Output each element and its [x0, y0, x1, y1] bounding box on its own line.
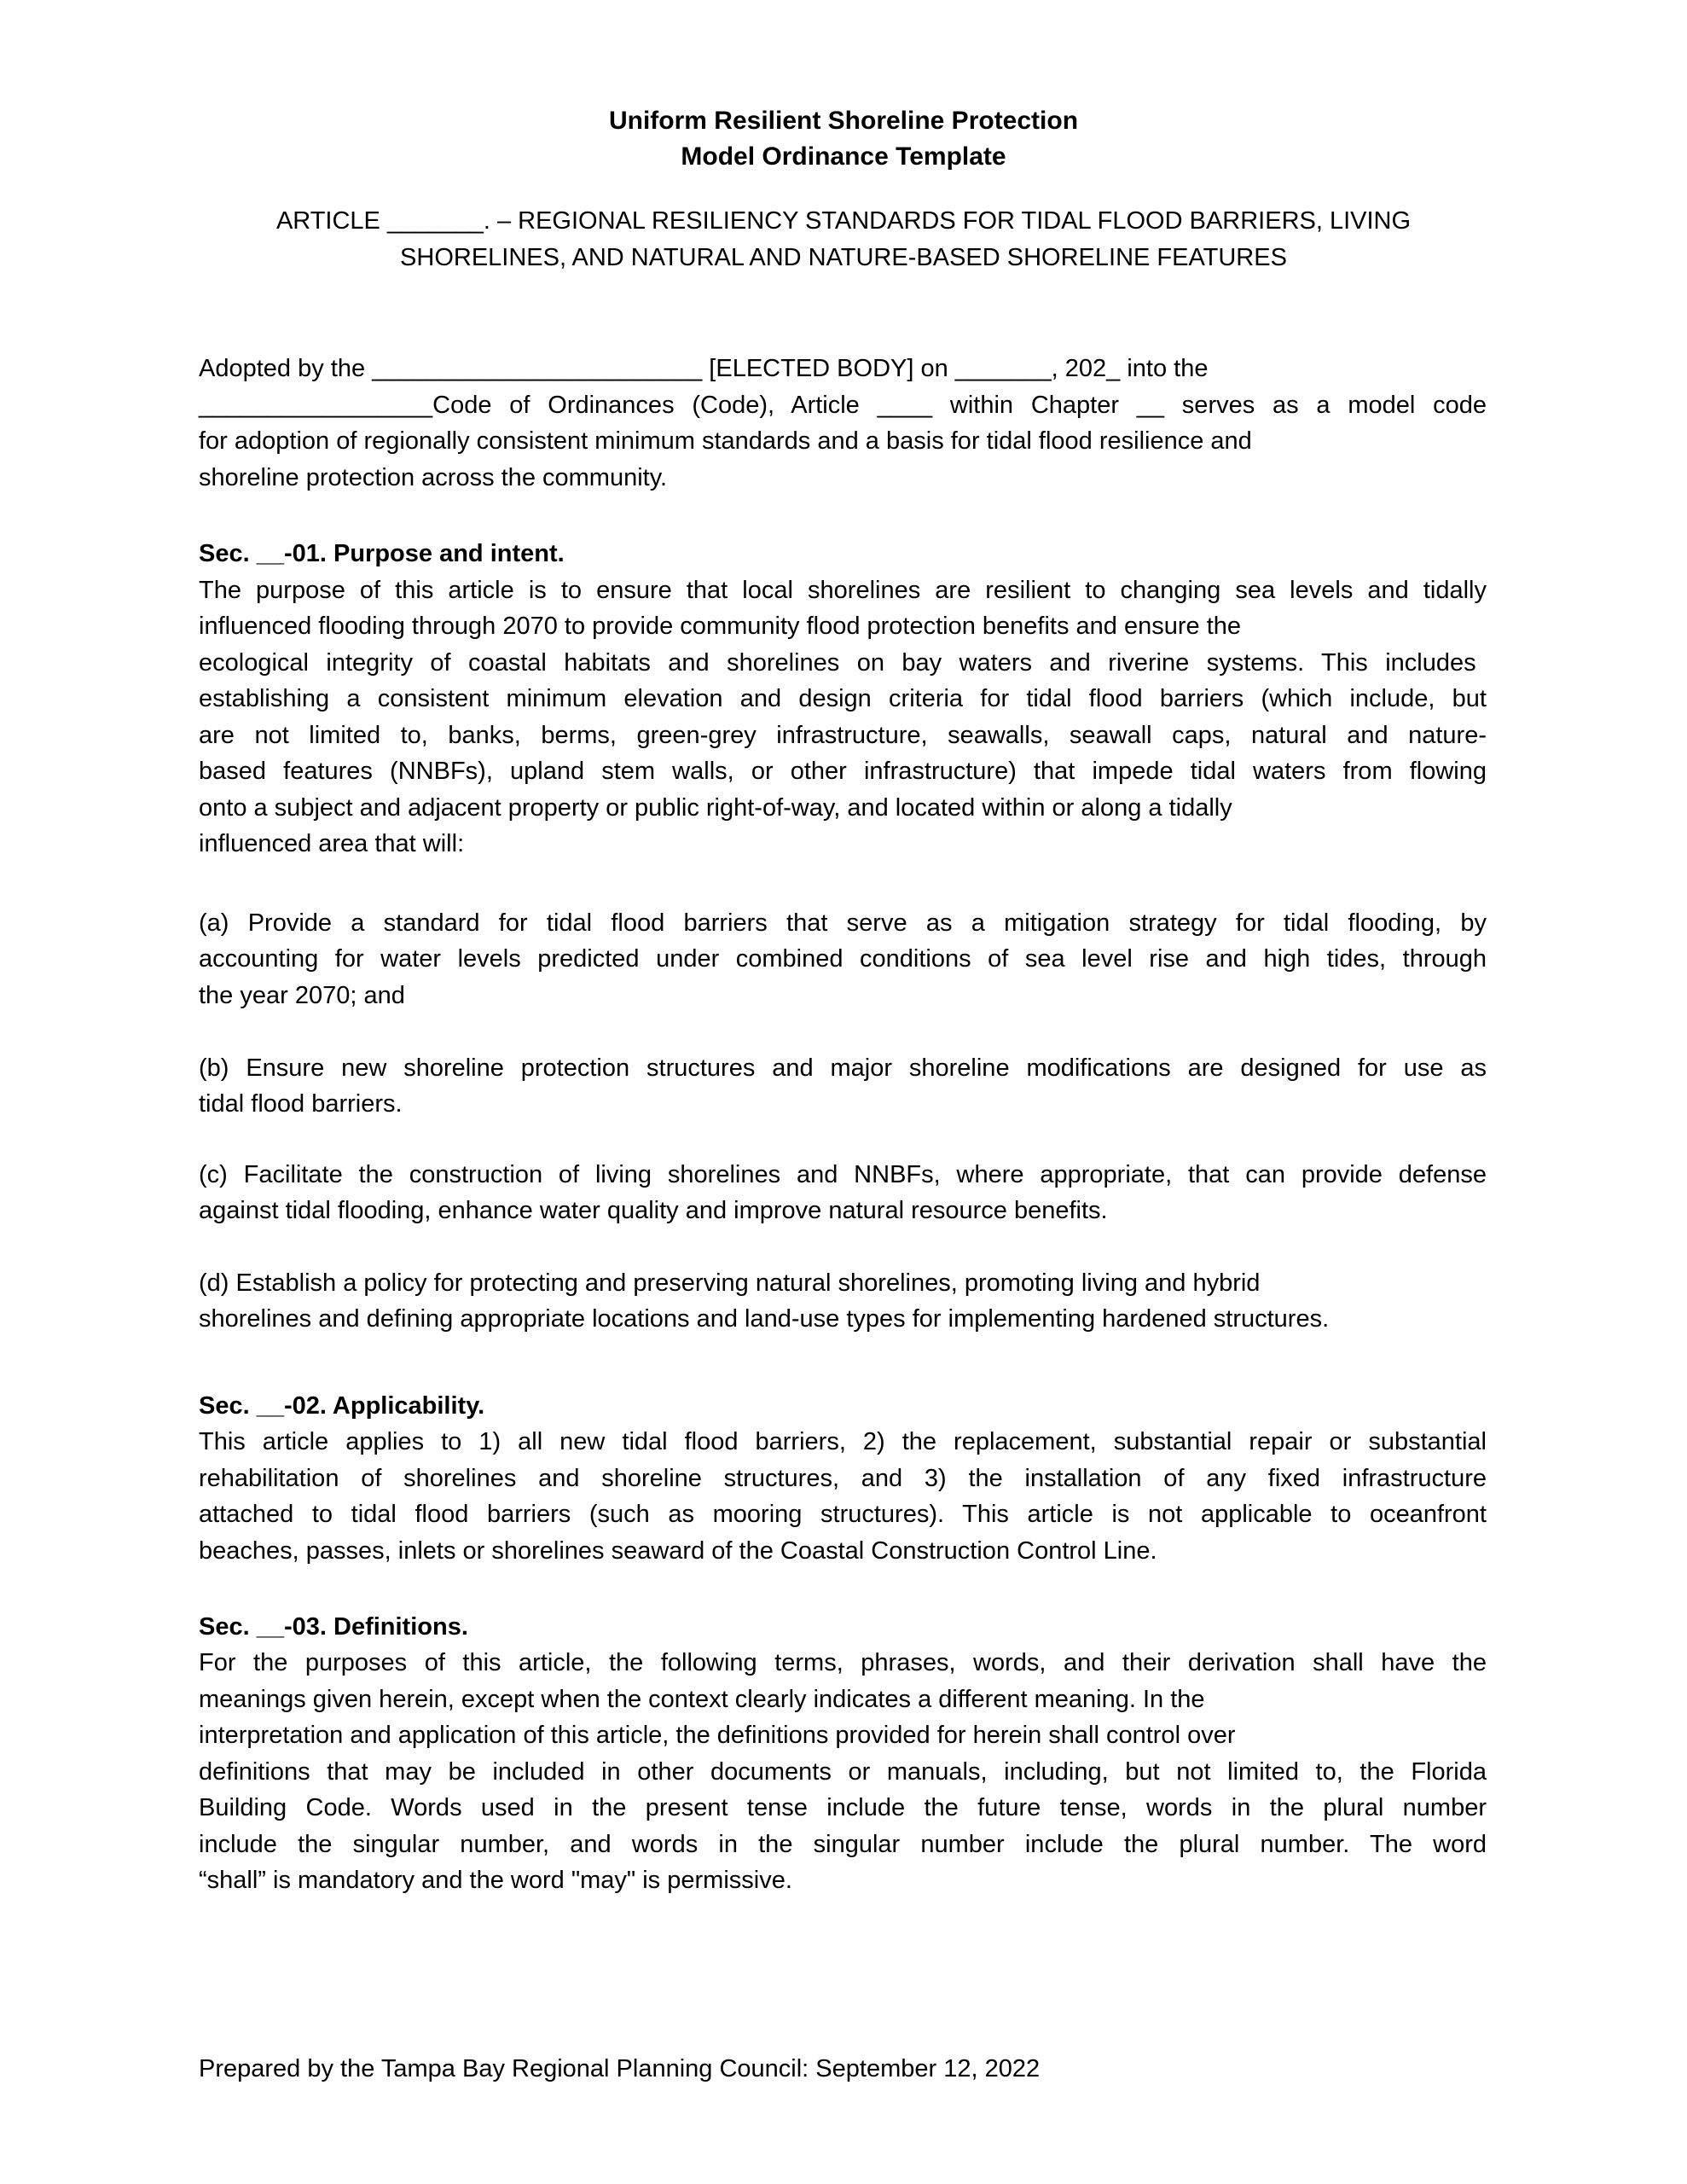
- body-text: (b) Ensure new shoreline protection structures and major shoreline modifications are designed for use as: [199, 1054, 1487, 1082]
- preamble-text: _________________Code of Ordinances (Code), Article ____ within Chapter __ serves as a model code: [199, 392, 1487, 419]
- body-text: For the purposes of this article, the following terms, phrases, words, and their derivation shall have the: [199, 1649, 1487, 1676]
- body-text: ecological integrity of coastal habitats and shorelines on bay waters and riverine systems. This includes: [199, 649, 1476, 677]
- body-text: include the singular number, and words in the singular number include the plural number. The word: [199, 1831, 1487, 1858]
- body-text: accounting for water levels predicted under combined conditions of sea level rise and high tides, through: [199, 945, 1487, 973]
- title-text: Uniform Resilient Shoreline Protection: [608, 107, 1079, 135]
- body-text: tidal flood barriers.: [199, 1090, 403, 1118]
- paragraph-line: [199, 1718, 1487, 1752]
- paragraph-line: [199, 827, 1487, 861]
- body-text: based features (NNBFs), upland stem walls, or other infrastructure) that impede tidal waters from flowing: [199, 758, 1487, 785]
- document-title-line-2: [0, 140, 1687, 174]
- list-item-a: [199, 979, 1487, 1013]
- article-heading-text: SHORELINES, AND NATURAL AND NATURE-BASED SHORELINE FEATURES: [400, 244, 1287, 271]
- body-text: (d) Establish a policy for protecting and preserving natural shorelines, promoting living and hybrid: [199, 1269, 1261, 1297]
- preamble-text: for adoption of regionally consistent minimum standards and a basis for tidal flood resilience and: [199, 427, 1252, 455]
- paragraph-line: [199, 573, 1487, 607]
- paragraph-line: [199, 1755, 1487, 1789]
- preamble-line: [199, 388, 1487, 422]
- section-heading-01: [199, 537, 1487, 571]
- paragraph-line: [199, 1682, 1487, 1716]
- body-text: influenced area that will:: [199, 830, 465, 857]
- paragraph-line: [199, 682, 1487, 716]
- footer: [199, 2052, 1487, 2086]
- section-heading-text: Sec. __-02. Applicability.: [199, 1392, 485, 1420]
- preamble-line: [199, 424, 1487, 458]
- subtitle-text: Model Ordinance Template: [681, 142, 1006, 171]
- paragraph-line: [199, 609, 1487, 643]
- paragraph-line: [199, 646, 1487, 680]
- list-item-a: [199, 942, 1487, 976]
- body-text: This article applies to 1) all new tidal flood barriers, 2) the replacement, substantial repair or substantial: [199, 1428, 1487, 1455]
- paragraph-line: [199, 1827, 1487, 1862]
- preamble-text: Adopted by the ________________________ [ELECTED BODY] on _______, 202_ into the: [199, 355, 1209, 382]
- list-item-d: [199, 1302, 1487, 1336]
- section-heading-02: [199, 1389, 1487, 1423]
- paragraph-line: [199, 791, 1487, 825]
- section-heading-03: [199, 1610, 1487, 1644]
- paragraph-line: [199, 1461, 1487, 1496]
- body-text: establishing a consistent minimum elevation and design criteria for tidal flood barriers (which include, but: [199, 685, 1487, 712]
- body-text: are not limited to, banks, berms, green-grey infrastructure, seawalls, seawall caps, natural and nature-: [199, 722, 1487, 749]
- body-text: rehabilitation of shorelines and shoreline structures, and 3) the installation of any fixed infrastructure: [199, 1465, 1487, 1492]
- list-item-a: [199, 906, 1487, 940]
- list-item-d: [199, 1266, 1487, 1300]
- article-heading-line-1: [0, 204, 1687, 238]
- paragraph-line: [199, 1791, 1487, 1825]
- preamble-text: shoreline protection across the community.: [199, 464, 668, 491]
- list-item-c: [199, 1158, 1487, 1192]
- paragraph-line: [199, 1534, 1487, 1568]
- section-heading-text: Sec. __-03. Definitions.: [199, 1613, 468, 1641]
- body-text: The purpose of this article is to ensure that local shorelines are resilient to changing sea levels and tidally: [199, 577, 1487, 604]
- body-text: beaches, passes, inlets or shorelines seaward of the Coastal Construction Control Line.: [199, 1537, 1157, 1565]
- paragraph-line: [199, 1425, 1487, 1459]
- list-item-b: [199, 1051, 1487, 1085]
- paragraph-line: [199, 1646, 1487, 1680]
- list-item-b: [199, 1087, 1487, 1121]
- paragraph-line: [199, 1863, 1487, 1897]
- body-text: definitions that may be included in other documents or manuals, including, but not limited to, the Florida: [199, 1758, 1487, 1786]
- body-text: (c) Facilitate the construction of living shorelines and NNBFs, where appropriate, that can provide defense: [199, 1161, 1487, 1188]
- body-text: interpretation and application of this article, the definitions provided for herein shall control over: [199, 1722, 1236, 1749]
- body-text: Building Code. Words used in the present tense include the future tense, words in the plural number: [199, 1794, 1487, 1821]
- body-text: the year 2070; and: [199, 982, 405, 1009]
- body-text: onto a subject and adjacent property or public right-of-way, and located within or along a tidally: [199, 794, 1232, 822]
- article-heading-line-2: [0, 241, 1687, 275]
- list-item-c: [199, 1194, 1487, 1228]
- document-title-line-1: [0, 104, 1687, 138]
- paragraph-line: [199, 1497, 1487, 1531]
- body-text: meanings given herein, except when the context clearly indicates a different meaning. In the: [199, 1686, 1205, 1713]
- footer-text: Prepared by the Tampa Bay Regional Planning Council: September 12, 2022: [199, 2055, 1041, 2082]
- body-text: shorelines and defining appropriate locations and land-use types for implementing hardened structures.: [199, 1305, 1330, 1333]
- article-heading-text: ARTICLE _______. – REGIONAL RESILIENCY STANDARDS FOR TIDAL FLOOD BARRIERS, LIVING: [275, 207, 1412, 235]
- body-text: attached to tidal flood barriers (such as mooring structures). This article is not applicable to oceanfront: [199, 1501, 1487, 1528]
- preamble-line: [199, 351, 1487, 386]
- body-text: (a) Provide a standard for tidal flood barriers that serve as a mitigation strategy for tidal flooding, by: [199, 909, 1487, 937]
- body-text: “shall” is mandatory and the word "may" is permissive.: [199, 1867, 792, 1894]
- paragraph-line: [199, 718, 1487, 752]
- paragraph-line: [199, 754, 1487, 788]
- section-heading-text: Sec. __-01. Purpose and intent.: [199, 540, 565, 567]
- body-text: against tidal flooding, enhance water quality and improve natural resource benefits.: [199, 1197, 1108, 1224]
- body-text: influenced flooding through 2070 to provide community flood protection benefits and ensure the: [199, 613, 1242, 640]
- preamble-line: [199, 461, 1487, 495]
